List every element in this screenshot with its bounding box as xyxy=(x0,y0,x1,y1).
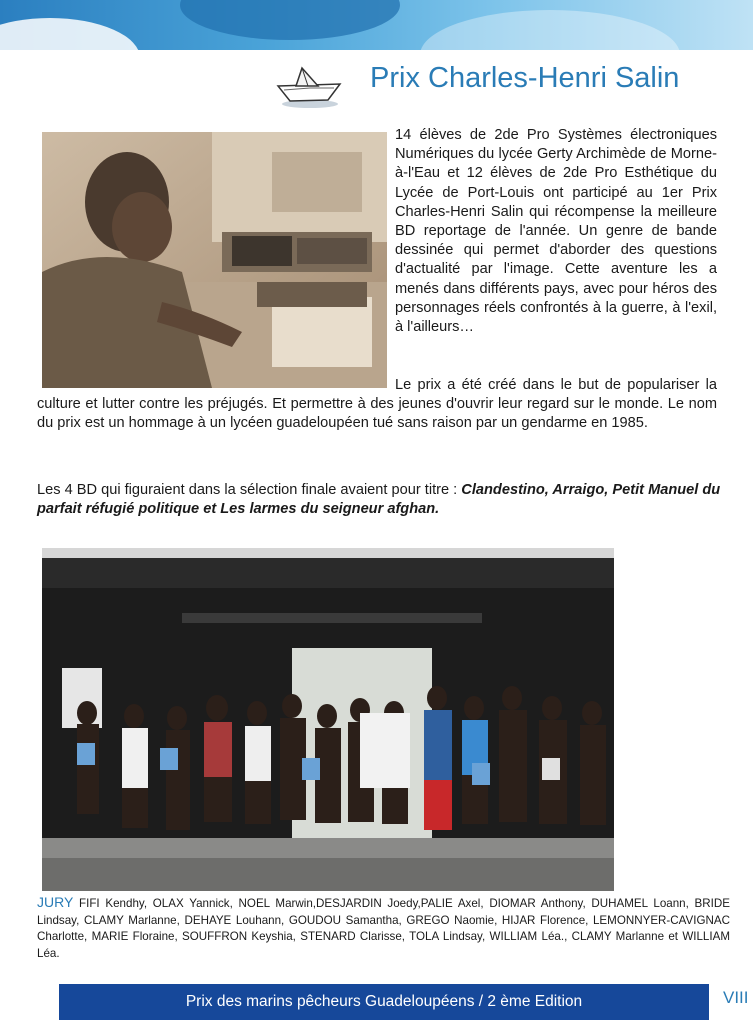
jury-members: FIFI Kendhy, OLAX Yannick, NOEL Marwin,DESJARDIN Joedy,PALIE Axel, DIOMAR Anthony, DUHAMEL Loann, BRIDE Lindsay, CLAMY Marlanne, DEHAYE Louhann, GOUDOU Samantha, GREGO Naomie, HIJAR Florence, LEMONNYER-CAVIGNAC Charlotte, MARIE Floraine, SOUFFRON Keyshia, STENARD Clarisse, TOLA Lindsay, WILLIAM Léa., CLAMY Marlanne et WILLIAM Léa. xyxy=(37,897,730,960)
selection-titles: Clandestino, Arraigo, Petit Manuel du parfait réfugié politique et Les larmes du seigneur afghan. xyxy=(37,482,721,518)
footer-bar: Prix des marins pêcheurs Guadeloupéens / 2 ème Edition xyxy=(59,984,709,1020)
page-title: Prix Charles-Henri Salin xyxy=(370,62,680,94)
jury-group-photo xyxy=(42,548,614,891)
jury-label: JURY xyxy=(37,894,74,910)
article-purpose xyxy=(37,376,717,434)
article-purpose-text: Le prix a été créé dans le but de populariser la culture et lutter contre les préjugés. Et permettre à des jeunes d'ouvrir leur regard sur le monde. Le nom du prix est un hommage à un lycéen guadeloupéen tué sans raison par un gendarme en 1985. xyxy=(37,377,717,432)
selection-lead: Les 4 BD qui figuraient dans la sélection finale avaient pour titre : xyxy=(37,482,458,498)
paper-boat-icon xyxy=(274,64,344,110)
selection-paragraph xyxy=(37,481,727,519)
jury-list xyxy=(37,894,730,962)
top-wave-banner xyxy=(0,0,753,50)
article-intro: 14 élèves de 2de Pro Systèmes électroniques Numériques du lycée Gerty Archimède de Morne-à-l'Eau et 12 élèves de 2de Pro Esthétique du Lycée de Port-Louis ont participé au 1er Prix Charles-Henri Salin qui récompense la meilleure BD reportage de l'année. Un genre de bande dessinée qui permet d'aborder des questions d'actualité par l'image. Cette aventure les a menés dans différents pays, avec pour héros des personnages réels confrontés à la guerre, à l'exil, à l'ailleurs… xyxy=(395,127,717,336)
page-number: VIII xyxy=(723,988,749,1007)
student-electronics-photo xyxy=(42,132,387,388)
